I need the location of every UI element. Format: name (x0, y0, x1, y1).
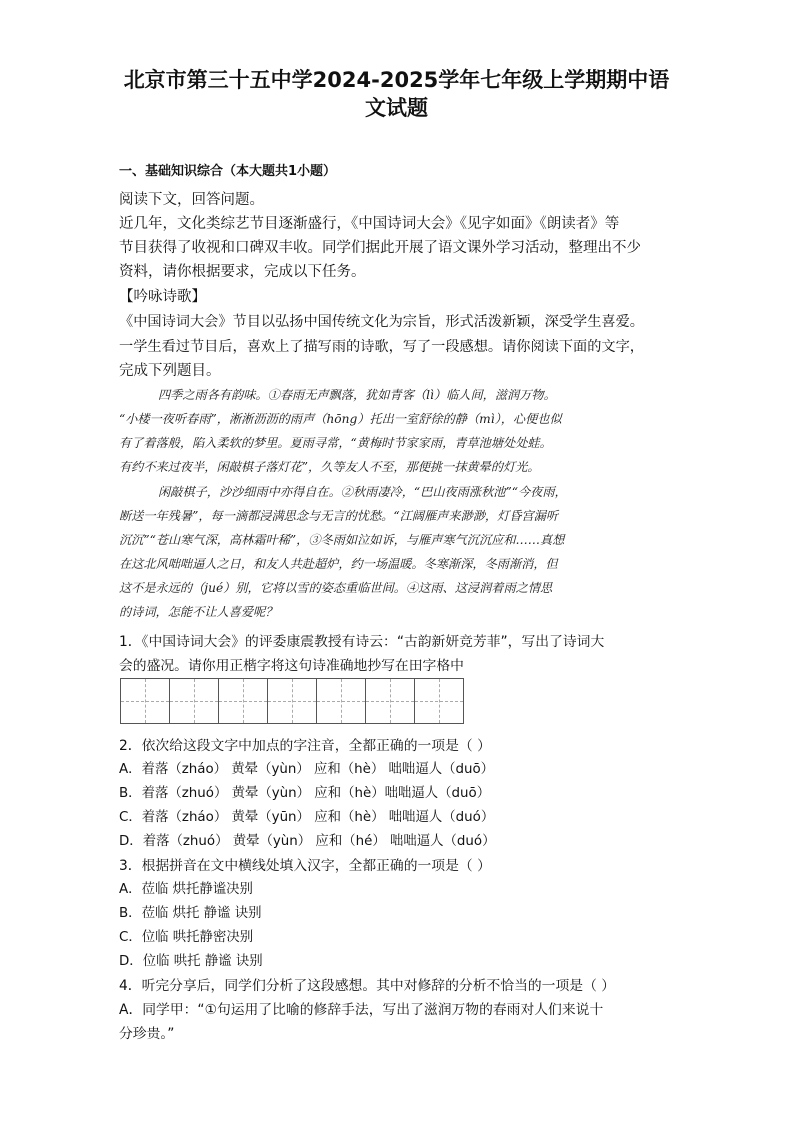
passage-line: “小楼一夜听春雨”，淅淅沥沥的雨声（hōng）托出一室舒徐的静（mì），心便也似 (119, 412, 562, 426)
section-heading: 一、基础知识综合（本大题共1小题） (119, 164, 337, 179)
intro-line: 一学生看过节目后，喜欢上了描写雨的诗歌，写了一段感想。请你阅读下面的文字， (119, 339, 644, 355)
title-line-2: 文试题 (365, 96, 428, 120)
tianzige-grid[interactable] (120, 678, 470, 724)
subsection-heading: 【吟咏诗歌】 (119, 289, 206, 305)
tianzige-cell[interactable] (414, 678, 464, 724)
question-1-line: 1．《中国诗词大会》的评委康震教授有诗云：“古韵新妍竞芳菲”，写出了诗词大 (119, 634, 605, 650)
tianzige-cell[interactable] (267, 678, 317, 724)
passage-line: 沉沉”“苍山寒气深，高林霜叶稀”，③冬雨如泣如诉，与雁声寒气沉沉应和……真想 (119, 533, 565, 547)
tianzige-cell[interactable] (218, 678, 268, 724)
intro-line: 资料，请你根据要求，完成以下任务。 (119, 264, 366, 280)
question-4-option-a-cont: 分珍贵。” (119, 1026, 175, 1042)
tianzige-cell[interactable] (120, 678, 170, 724)
document-title (110, 66, 683, 122)
question-3-option-d: D．位临 哄托 静谧 诀别 (119, 954, 263, 969)
intro-line: 近几年，文化类综艺节目逐渐盛行，《中国诗词大会》《见字如面》《朗读者》等 (119, 216, 620, 232)
question-2-option-a: A．着落（zháo） 黄晕（yùn） 应和（hè） 咄咄逼人（duō） (119, 762, 495, 777)
tianzige-cell[interactable] (169, 678, 219, 724)
question-1-line: 会的盛况。请你用正楷字将这句诗准确地抄写在田字格中 (119, 658, 464, 674)
question-2-option-b: B．着落（zhuó） 黄晕（yùn） 应和（hè）咄咄逼人（duō） (119, 786, 491, 801)
passage-line: 这不是永远的（jué）别，它将以雪的姿态重临世间。④这雨、这浸润着雨之情思 (119, 581, 553, 595)
passage-line: 在这北风咄咄逼人之日，和友人共赴超炉，约一场温暖。冬寒渐深，冬雨渐消，但 (119, 557, 558, 571)
intro-line: 《中国诗词大会》节目以弘扬中国传统文化为宗旨，形式活泼新颖，深受学生喜爱。 (119, 314, 644, 330)
question-4-option-a: A．同学甲：“①句运用了比喻的修辞手法，写出了滋润万物的春雨对人们来说十 (119, 1002, 604, 1018)
title-line-1: 北京市第三十五中学2024-2025学年七年级上学期期中语 (123, 68, 670, 92)
intro-line: 完成下列题目。 (119, 363, 221, 379)
passage-line: 四季之雨各有韵味。①春雨无声飘落，犹如青客（lì）临人间，滋润万物。 (158, 388, 556, 402)
intro-line: 节目获得了收视和口碑双丰收。同学们据此开展了语文课外学习活动，整理出不少 (119, 240, 641, 256)
passage-line: 的诗词，怎能不让人喜爱呢？ (119, 605, 278, 619)
question-3-option-a: A．莅临 烘托静谧决别 (119, 882, 253, 897)
question-3-option-c: C．位临 哄托静密决别 (119, 930, 254, 945)
passage-line: 有了着落般，陷入柔软的梦里。夏雨寻常，“黄梅时节家家雨，青草池塘处处蛙。 (119, 436, 552, 450)
question-3-option-b: B．莅临 烘托 静谧 诀别 (119, 906, 262, 921)
tianzige-cell[interactable] (316, 678, 366, 724)
passage-line: 闲敲棋子，沙沙细雨中亦得自在。②秋雨凄冷，“巴山夜雨涨秋池”“今夜雨， (158, 485, 567, 499)
question-4-stem: 4．听完分享后，同学们分析了这段感想。其中对修辞的分析不恰当的一项是（ ） (119, 978, 616, 994)
question-2-option-d: D．着落（zhuó） 黄晕（yùn） 应和（hé） 咄咄逼人（duó） (119, 834, 496, 849)
question-2-stem: 2．依次给这段文字中加点的字注音，全都正确的一项是（ ） (119, 738, 491, 754)
intro-line: 阅读下文，回答问题。 (119, 192, 264, 208)
passage-line: 断送一年残暑”，每一滴都浸满思念与无言的忧愁。“江阔雁声来渺渺，灯昏宫漏听 (119, 509, 559, 523)
question-3-stem: 3．根据拼音在文中横线处填入汉字，全都正确的一项是（ ） (119, 858, 491, 874)
tianzige-cell[interactable] (365, 678, 415, 724)
passage-line: 有约不来过夜半，闲敲棋子落灯花”，久等友人不至，那便挑一抹黄晕的灯光。 (119, 460, 540, 474)
question-2-option-c: C．着落（zháo） 黄晕（yūn） 应和（hè） 咄咄逼人（duó） (119, 810, 495, 825)
